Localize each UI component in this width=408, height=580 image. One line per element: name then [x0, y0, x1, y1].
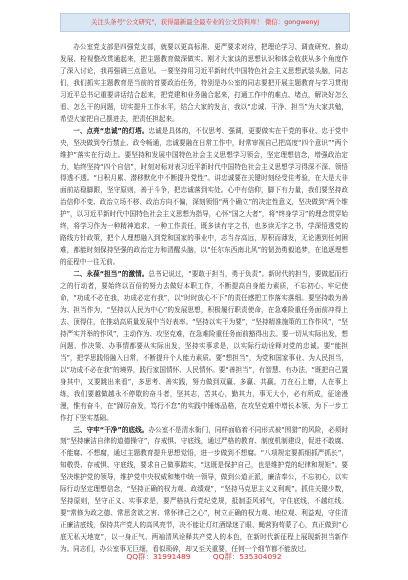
section-heading: 一、点亮“忠诚”的灯塔。 [73, 126, 149, 135]
section-heading: 三、守牢“干净”的底线。 [73, 425, 149, 434]
banner-text: 关注头条号"公文研究"，获得最新最全最专业的公文资料库！ 微信：gongwenyj [90, 18, 320, 26]
paragraph-body: 总书记说过，“要敢于担当，勇于负责”。新时代的担当，要做起而行之的行动者，要始终以百倍的努力去做好本职工作，不断提高自身能力素质，不忘初心、牢记使命，“功成不必在我，功成必定有我”，以“时时放心不下”的责任感把工作落实落细。要坚持敢为善为、担当作为，“坚持以人民为中心”的发展思想，积极履行职责使命，在急难险重任务面前冲得上去、顶得住，在推动高质量发展中当好表率。“坚持以实干为要”，“坚持精准施策的工作作风”，“坚持严实并举的作风”，主动作为、攻坚克难，在急难险重任务面前豁得出去。要一切从实际出发，想问题、作决策、办事情都要从实际出发，坚持实事求是，以实际行动诠释对党的忠诚。要“能担当”，把学思践悟融入日常，不断提升个人能力素质。要“想担当”，为党和国家事业、为人民担当，以“功成不必在我”的境界，践行家国情怀、人民情怀。要“善担当”，有智慧、有办法，“既把自己置身其中，又要跳出来看”，多思考、善实践，努力做到双赢、多赢、共赢。刀在石上磨，人在事上练，我们要越做越永不停歇的奋斗者，坚其志，苦其心，勤其力，事无大小，必有所成，征途漫漫，惟有奋斗，在“踔厉奋发，笃行不怠”的实践中锤炼品格，在攻坚克难中增长本领、为下一步工作打下坚实基础。 [60, 270, 348, 422]
document-body [60, 42, 349, 554]
paragraph-body: 办公室党支部是四强党支部，就要以更高标准、更严要求对待，把理论学习、调查研究、推动发展、检视整改贯通起来，把主题教育做深做实。刚才大家谈的思想认识和体会收获从多个角度作了深入讨论，我再强调三点意见。一要坚持用习近平新时代中国特色社会主义思想武装头脑，同志们，我们抓实主题教育是当前的首要政治任务，特别是办公室的同志要把开展主题教育与学习贯彻习近平总书记重要讲话结合起来，把党建和业务融合起来，打通工作中的难点、堵点，解决好怎么看、怎么干的问题，切实提升工作水平，结合大家的发言，我以“忠诚、干净、担当”为大家共勉，希望大家把自己摆进去，把责任担起来。 [60, 43, 348, 123]
section-heading: 二、永葆“担当”的激情。 [73, 270, 149, 279]
paragraph-responsibility [60, 269, 348, 424]
paragraph-body: 办公室不是清水衙门，同样面临着不同形式被“围猎”的风险，必须时刻“坚持廉洁自律的道德操守”，存戒惧、守底线，通过严格的教育、制度机制建设，促进不敢腐、不能腐、不想腐，通过主题教育提升思想觉悟，进一步做到不想腐。“八项规定要抓细抓严抓长”，知敬畏、存戒惧、守底线，要求自己做事踏实，“这既是保护自己，也是维护党的纪律和规矩”。要坚决维护党的领导，维护党中央权威和集中统一领导，做到公道正派，廉洁奉公，不忘初心，以实际行动坚定理想信念，“坚持正确的权力观、政绩观”，“坚持马克思主义义利观”。抓住关键少数，坚持原则，坚守正义、实事求是，要严格执行党纪党规，抵制歪风邪气，守住底线，不越红线。要“常修为政之德、常思贪欲之害、常怀律己之心”，树立正确的权力观、地位观、利益观，守住清正廉洁底线，保持共产党人的高风亮节，决不能让灯红酒绿迷了眼、蝇营狗苟蒙了心，真正做到“心底无私天地宽”，以一身正气、两袖清风诠释共产党人的本色，在新时代新征程上展现新担当新作为。同志们，办公室事无巨细，看似琐碎，却又至关重要，任何一个细节都不能放过。 [60, 425, 348, 554]
top-banner [60, 13, 350, 32]
footer-qq-group-1: QQ群：31991489 [126, 552, 191, 561]
footer-qq-group-2: QQ群：535304092 [212, 552, 282, 561]
footer-contacts [0, 551, 408, 562]
paragraph-loyalty [60, 126, 348, 269]
paragraph-body: 忠诚是具体的，不仅思考、强调，更要做实在干党的事业、忠于党中央，坚决做到令行禁止、政令畅通，忠诚要融在日常工作中，时常审视自己把高度“四个意识”“两个维护”落实在行动上。要坚持和发展中国特色社会主义思想学习领会，坚定理想信念，增强政治定力，始终坚持“四个自信”，时刻对标对表习近平新时代中国特色社会主义思想学习得深不深、领悟得透不透。“日积月累、潜移默化中不断提升党性”。讲忠诚要在关键时刻经受住考验，在大是大非面前站稳脚跟，坚守原则，善于斗争，把忠诚落到实处。心中有信仰，脚下有力量，我们要坚持政治信仰不变、政治立场不移、政治方向不偏，深刻领悟“两个确立”的决定性意义，坚决做到“两个维护”，以习近平新时代中国特色社会主义思想为指导，心怀“国之大者”，将“终身学习”的理念贯穿始终，将学习作为一种精神追求、一种工作责任，既多读有字之书，也多读无字之书，学深悟透党的路线方针政策，把个人理想融入到党和国家的事业中，志当存高远，厚积而薄发，无论遇到任何困难，都能时刻保持坚强的政治定力和清醒头脑，以“任尔东西南北风”的韧劲勇毅追梦，在追逐理想的征程中一往无前。 [60, 126, 349, 267]
paragraph-intro [60, 42, 348, 126]
paragraph-integrity [60, 425, 348, 556]
